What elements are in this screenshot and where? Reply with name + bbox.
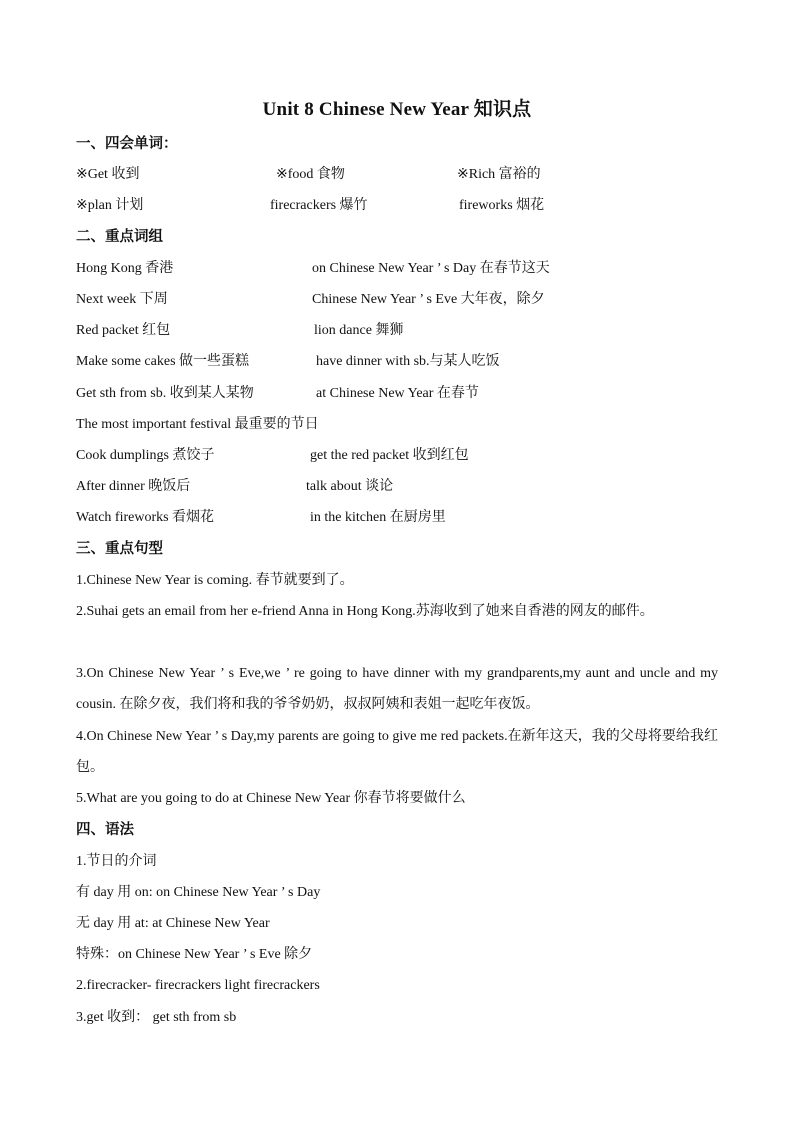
phrase-item: Next week 下周 (76, 292, 168, 307)
sentence-item: 2.Suhai gets an email from her e-friend Anna in Hong Kong.苏海收到了她来自香港的网友的邮件。 (76, 604, 654, 619)
page-title: Unit 8 Chinese New Year 知识点 (262, 99, 532, 120)
phrase-item: lion dance 舞狮 (314, 323, 404, 338)
phrase-item: Red packet 红包 (76, 323, 171, 338)
phrase-item: Chinese New Year ’ s Eve 大年夜，除夕 (312, 292, 545, 307)
section-heading-sentences: 三、重点句型 (76, 541, 163, 557)
phrase-item: The most important festival 最重要的节日 (76, 417, 319, 432)
grammar-item: 有 day 用 on: on Chinese New Year ’ s Day (76, 885, 321, 900)
phrase-item: Cook dumplings 煮饺子 (76, 448, 215, 463)
phrase-item: at Chinese New Year 在春节 (316, 386, 479, 401)
phrase-item: in the kitchen 在厨房里 (310, 510, 446, 525)
word-item: ※Rich 富裕的 (457, 167, 541, 182)
grammar-item: 无 day 用 at: at Chinese New Year (76, 916, 270, 931)
word-item: firecrackers 爆竹 (270, 198, 368, 213)
word-item: fireworks 烟花 (459, 198, 545, 213)
section-heading-grammar: 四、语法 (76, 822, 134, 838)
grammar-item: 特殊：on Chinese New Year ’ s Eve 除夕 (76, 947, 313, 962)
phrase-item: After dinner 晚饭后 (76, 479, 191, 494)
phrase-item: on Chinese New Year ’ s Day 在春节这天 (312, 261, 550, 276)
phrase-item: Watch fireworks 看烟花 (76, 510, 215, 525)
grammar-item: 1.节日的介词 (76, 854, 157, 869)
grammar-item: 2.firecracker- firecrackers light firecrackers (76, 978, 320, 993)
sentence-item: 1.Chinese New Year is coming. 春节就要到了。 (76, 573, 354, 588)
phrase-item: Get sth from sb. 收到某人某物 (76, 386, 254, 401)
word-item: ※plan 计划 (76, 198, 144, 213)
sentence-item: 5.What are you going to do at Chinese New Year 你春节将要做什么 (76, 791, 466, 806)
phrase-item: get the red packet 收到红包 (310, 448, 469, 463)
section-heading-phrases: 二、重点词组 (76, 229, 163, 245)
word-item: ※Get 收到 (76, 167, 140, 182)
word-item: ※food 食物 (276, 167, 345, 182)
phrase-item: Hong Kong 香港 (76, 261, 174, 276)
phrase-item: Make some cakes 做一些蛋糕 (76, 354, 250, 369)
phrase-item: have dinner with sb.与某人吃饭 (316, 354, 500, 369)
phrase-item: talk about 谈论 (306, 479, 394, 494)
sentence-item: 3.On Chinese New Year ’ s Eve,we ’ re going to have dinner with my grandparents,my aunt and uncle and my cousin. 在除夕夜，我们将和我的爷爷奶奶，叔叔阿姨和表姐一起吃年夜饭。 (76, 666, 718, 712)
section-heading-vocabulary: 一、四会单词： (76, 136, 178, 152)
sentence-item: 4.On Chinese New Year ’ s Day,my parents are going to give me red packets.在新年这天，我的父母将要给我红包。 (76, 729, 718, 775)
grammar-item: 3.get 收到： get sth from sb (76, 1010, 237, 1025)
